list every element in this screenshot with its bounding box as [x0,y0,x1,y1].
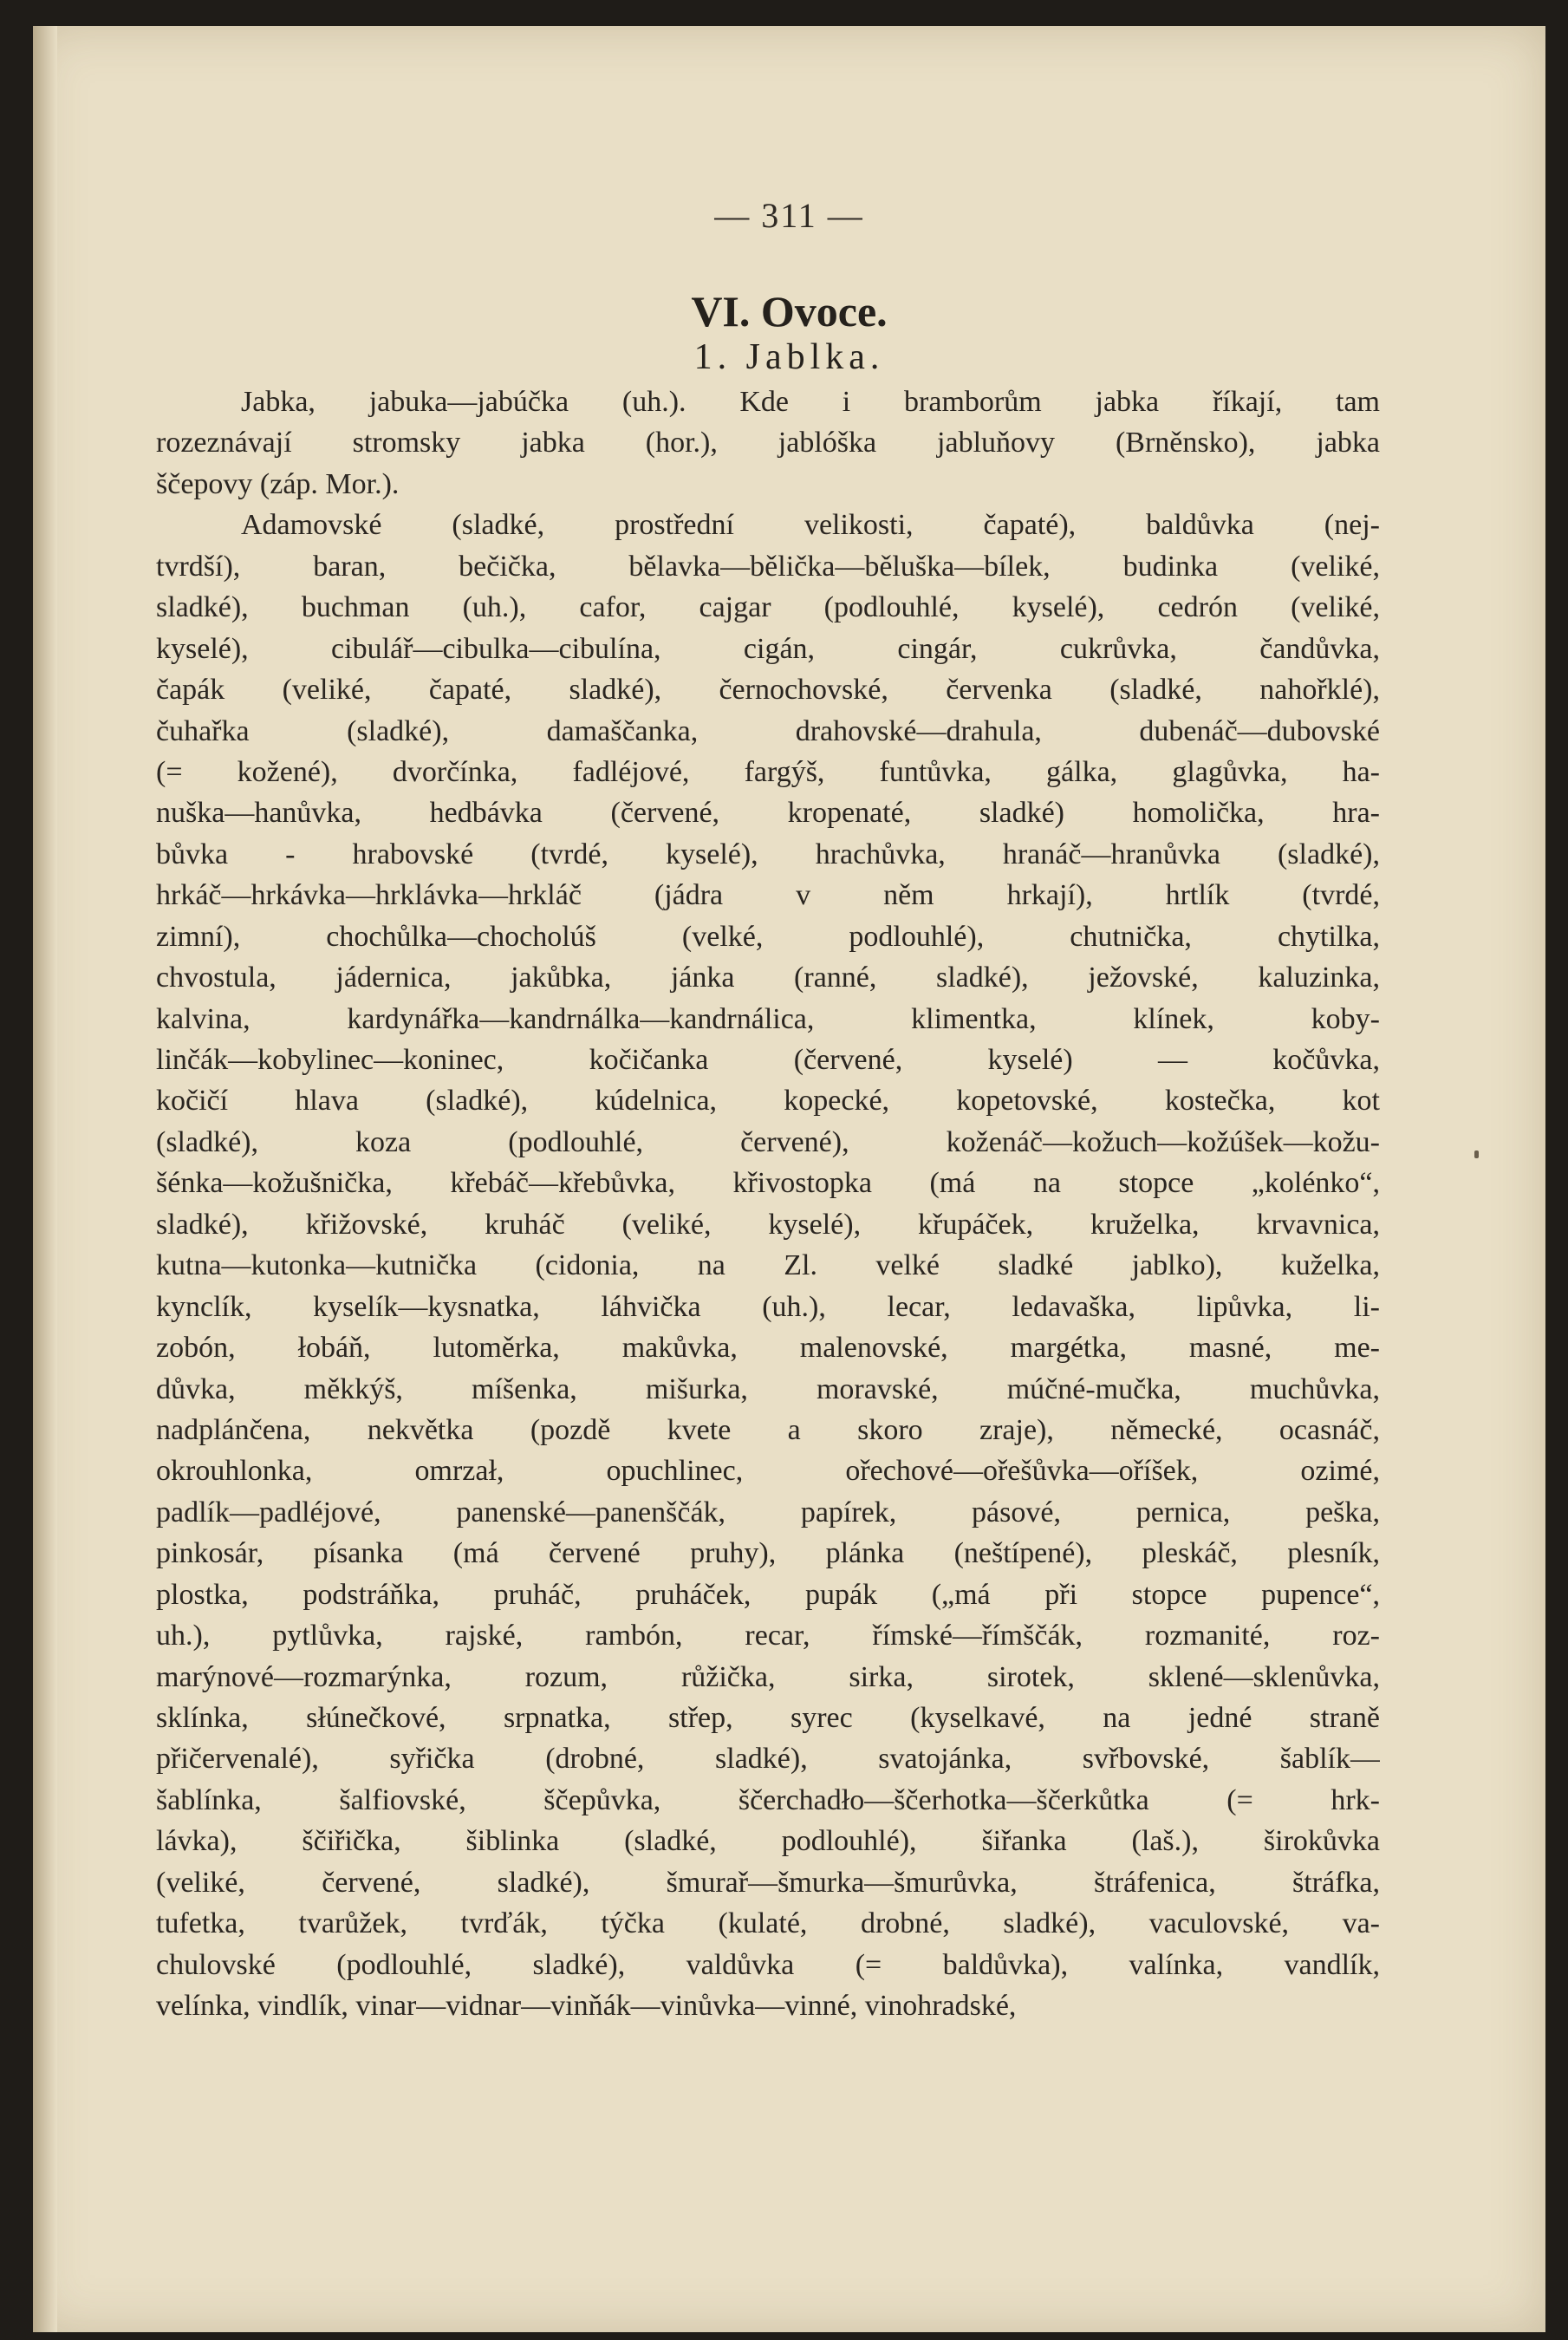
text-line: nuška—hanůvka, hedbávka (červené, kropenaté, sladké) homolička, hra- [156,797,1380,830]
text-line: kyselé), cibulář—cibulka—cibulína, cigán, cingár, cukrůvka, čandůvka, [156,632,1380,665]
text-line: Adamovské (sladké, prostřední velikosti, čapaté), baldůvka (nej- [241,509,1380,542]
text-line: hrkáč—hrkávka—hrklávka—hrkláč (jádra v něm hrkají), hrtlík (tvrdé, [156,879,1380,912]
text-line: plostka, podstráňka, pruháč, pruháček, pupák („má při stopce pupence“, [156,1578,1380,1611]
text-line: rozeznávají stromsky jabka (hor.), jablóška jabluňovy (Brněnsko), jabka [156,427,1380,460]
text-line: zimní), chochůlka—chocholúš (velké, podlouhlé), chutnička, chytilka, [156,920,1380,953]
text-line: (veliké, červené, sladké), šmurař—šmurka—šmurůvka, štráfenica, štráfka, [156,1866,1380,1899]
subsection-title: 1. Jablka. [693,337,885,377]
text-line: přičervenalé), syřička (drobné, sladké), svatojánka, svřbovské, šablík— [156,1743,1380,1776]
text-line: chvostula, jádernica, jakůbka, jánka (ranné, sladké), ježovské, kaluzinka, [156,961,1380,994]
text-line: důvka, měkkýš, míšenka, mišurka, moravské, múčné-mučka, muchůvka, [156,1372,1380,1405]
body-text [156,381,1380,2027]
page-number: — 311 — [714,196,864,235]
text-line: šablínka, šalfiovské, ščepůvka, ščerchadło—ščerhotka—ščerkůtka (= hrk- [156,1783,1380,1816]
text-line: čapák (veliké, čapaté, sladké), černochovské, červenka (sladké, nahořklé), [156,674,1380,707]
text-line: okrouhlonka, omrzał, opuchlinec, ořechové—ořešůvka—oříšek, ozimé, [156,1455,1380,1488]
paragraph [156,381,1380,505]
text-line: kutna—kutonka—kutnička (cidonia, na Zl. velké sladké jablko), kuželka, [156,1249,1380,1282]
text-line: kynclík, kyselík—kysnatka, láhvička (uh.), lecar, ledavaška, lipůvka, li- [156,1290,1380,1323]
text-line: bůvka - hrabovské (tvrdé, kyselé), hrachůvka, hranáč—hranůvka (sladké), [156,838,1380,870]
text-line: kalvina, kardynářka—kandrnálka—kandrnálica, klimentka, klínek, koby- [156,1002,1380,1035]
text-line: linčák—kobylinec—koninec, kočičanka (červené, kyselé) — kočůvka, [156,1044,1380,1076]
text-line: chulovské (podlouhlé, sladké), valdůvka (= baldůvka), valínka, vandlík, [156,1948,1380,1981]
text-line: zobón, łobáň, lutoměrka, makůvka, malenovské, margétka, masné, me- [156,1332,1380,1365]
paper-speck [1474,1150,1479,1158]
section-title: VI. Ovoce. [691,287,888,336]
text-line: tvrdší), baran, bečička, bělavka—bělička—běluška—bílek, budinka (veliké, [156,550,1380,583]
text-line: sklínka, słúnečkové, srpnatka, střep, syrec (kyselkavé, na jedné straně [156,1702,1380,1734]
text-line: čuhařka (sladké), damaščanka, drahovské—drahula, dubenáč—dubovské [156,714,1380,747]
text-line: (= kožené), dvorčínka, fadléjové, fargýš, funtůvka, gálka, glagůvka, ha- [156,755,1380,788]
text-line: (sladké), koza (podlouhlé, červené), koženáč—kožuch—kožúšek—kožu- [156,1125,1380,1158]
text-line: padlík—padléjové, panenské—panenščák, papírek, pásové, pernica, peška, [156,1496,1380,1528]
text-line: ščepovy (záp. Mor.). [156,467,400,500]
text-line: nadplánčena, nekvětka (pozdě kvete a skoro zraje), německé, ocasnáč, [156,1413,1380,1446]
text-line: marýnové—rozmarýnka, rozum, růžička, sirka, sirotek, sklené—sklenůvka, [156,1660,1380,1693]
text-line: Jabka, jabuka—jabúčka (uh.). Kde i bramborům jabka říkají, tam [241,386,1380,418]
text-line: kočičí hlava (sladké), kúdelnica, kopecké, kopetovské, kostečka, kot [156,1085,1380,1118]
text-line: šénka—kožušnička, křebáč—křebůvka, křivostopka (má na stopce „kolénko“, [156,1167,1380,1200]
text-line: lávka), ščiřička, šiblinka (sladké, podlouhlé), šiřanka (laš.), širokůvka [156,1825,1380,1858]
text-line: sladké), buchman (uh.), cafor, cajgar (podlouhlé, kyselé), cedrón (veliké, [156,591,1380,624]
text-line: tufetka, tvarůžek, tvrďák, týčka (kulaté, drobné, sladké), vaculovské, va- [156,1907,1380,1940]
text-line: pinkosár, písanka (má červené pruhy), plánka (neštípené), pleskáč, plesník, [156,1537,1380,1570]
text-line: velínka, vindlík, vinar—vidnar—vinňák—vinůvka—vinné, vinohradské, [156,1990,1017,2023]
book-page [33,26,1545,2332]
text-line: uh.), pytlůvka, rajské, rambón, recar, římské—římščák, rozmanité, roz- [156,1620,1380,1652]
text-line: sladké), křižovské, kruháč (veliké, kyselé), křupáček, kruželka, krvavnica, [156,1208,1380,1241]
paragraph [156,505,1380,2026]
